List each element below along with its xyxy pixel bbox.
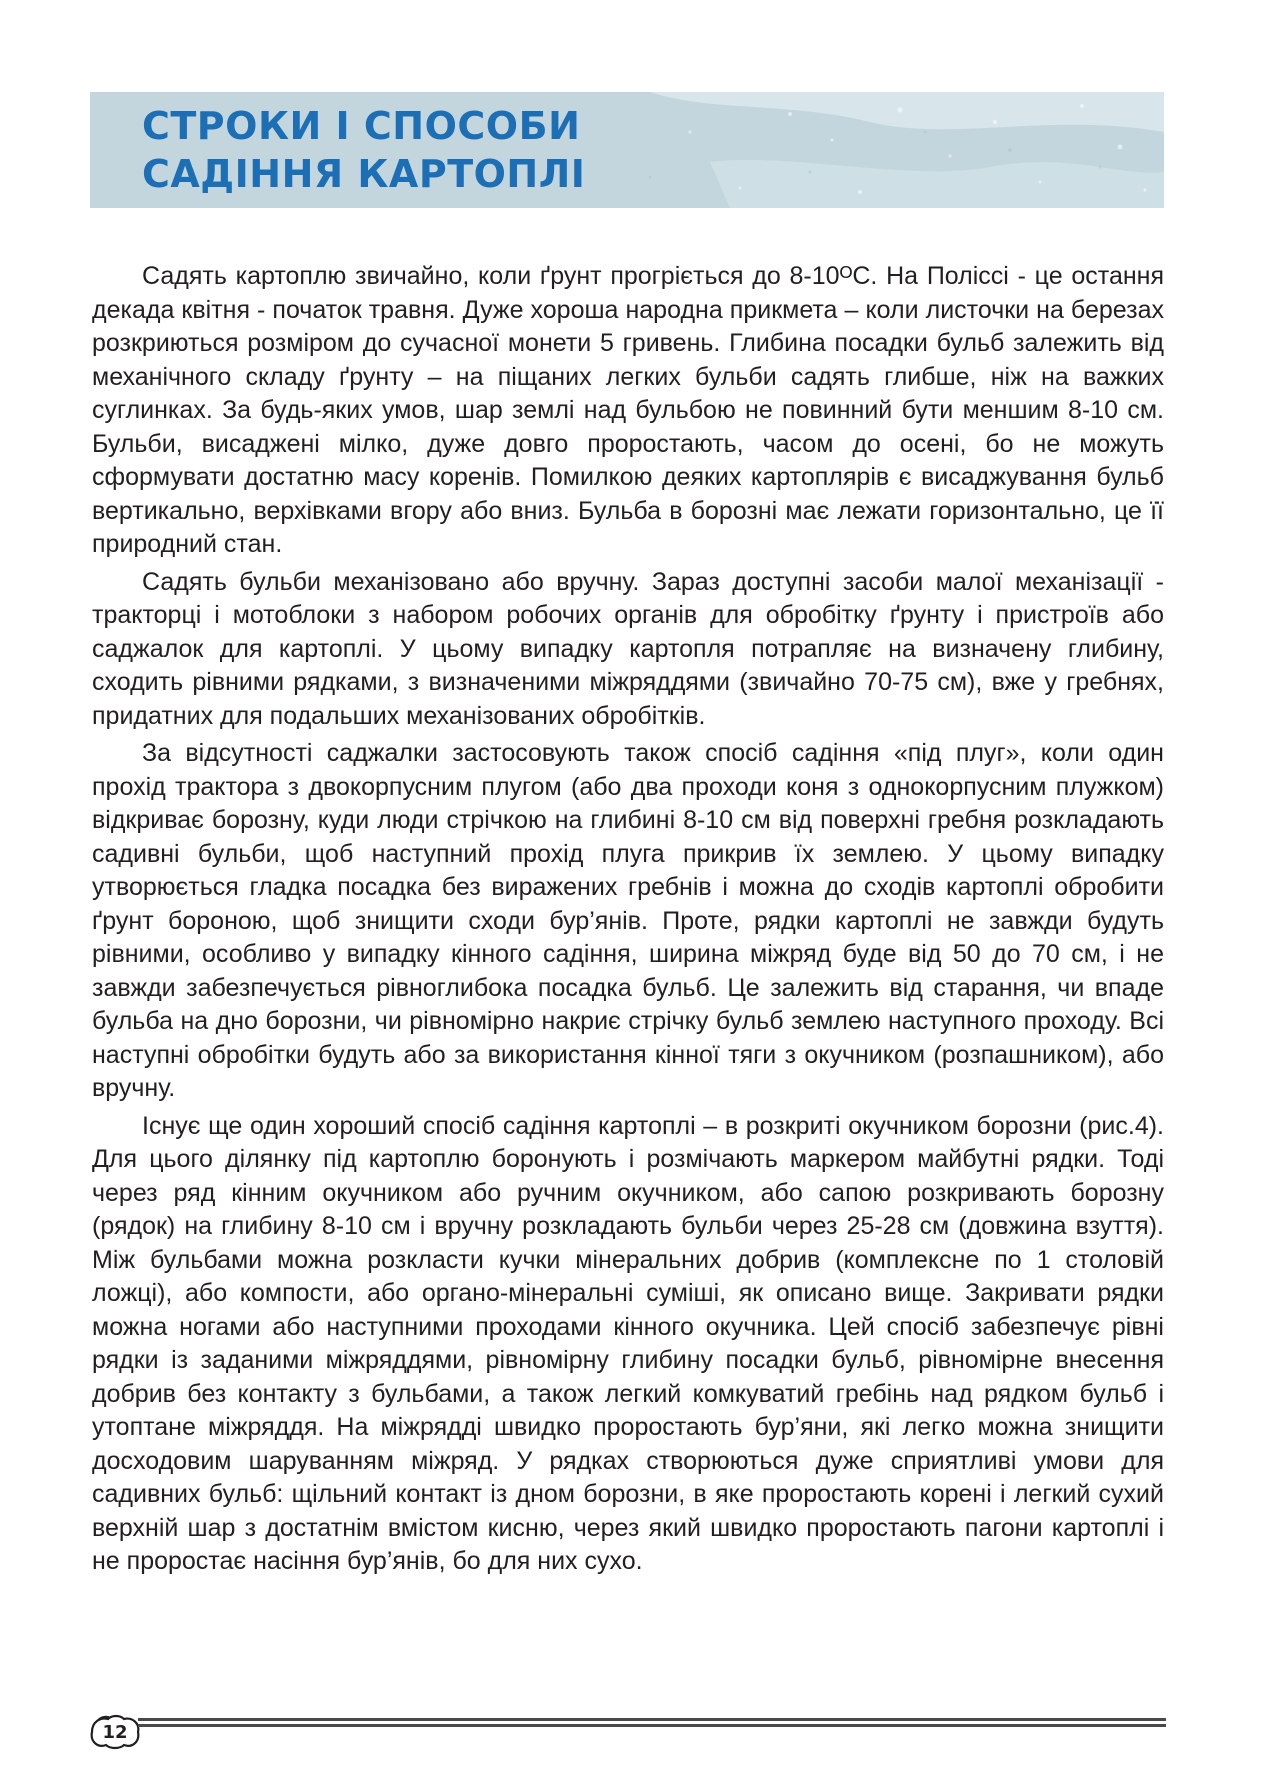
page-title-line-1: СТРОКИ І СПОСОБИ	[142, 104, 581, 148]
title-banner	[90, 92, 1164, 208]
page-number: 12	[102, 1722, 128, 1743]
page-title	[142, 102, 585, 198]
paragraph-1: Садять картоплю звичайно, коли ґрунт прогріється до 8-10ᴼС. На Поліссі - це остання декада квітня - початок травня. Дуже хороша народна прикмета – коли листочки на березах розкриються розміром до сучасної монети 5 гривень. Глибина посадки бульб залежить від механічного складу ґрунту – на піщаних легких бульби садять глибше, ніж на важких суглинках. За будь-яких умов, шар землі над бульбою не повинний бути меншим 8-10 см. Бульби, висаджені мілко, дуже довго проростають, часом до осені, бо не можуть сформувати достатню масу коренів. Помилкою деяких картоплярів є висаджування бульб вертикально, верхівками вгору або вниз. Бульба в борозні має лежати горизонтально, це її природний стан.	[92, 262, 1164, 558]
article-body	[92, 260, 1164, 1583]
paragraph-4: Існує ще один хороший спосіб садіння картоплі – в розкриті окучником борозни (рис.4). Для цього ділянку під картоплю боронують і розмічають маркером майбутні рядки. Тоді через ряд кінним окучником або ручним окучником, або сапою розкривають борозну (рядок) на глибину 8-10 см і вручну розкладають бульби через 25-28 см (довжина взуття). Між бульбами можна розкласти кучки мінеральних добрив (комплексне по 1 столовій ложці), або компости, або органо-мінеральні суміші, як описано вище. Закривати рядки можна ногами або наступними проходами кінного окучника. Цей спосіб забезпечує рівні рядки із заданими міжряддями, рівномірну глибину посадки бульб, рівномірне внесення добрив без контакту з бульбами, а також легкий комкуватий гребінь над рядком бульб і утоптане міжряддя. На міжрядді швидко проростають бур’яни, які легко можна знищити досходовим шаруванням міжряд. У рядках створюються дуже сприятливі умови для садивних бульб: щільний контакт із дном борозни, в яке проростають корені і легкий сухий верхній шар з достатнім вмістом кисню, через який швидко проростають пагони картоплі і не проростає насіння бур’янів, бо для них сухо.	[92, 1111, 1164, 1575]
page-footer	[86, 1712, 1166, 1758]
footer-rule	[138, 1718, 1166, 1730]
page-title-line-2: САДІННЯ КАРТОПЛІ	[142, 152, 586, 196]
paragraph-2: Садять бульби механізовано або вручну. Зараз доступні засоби малої механізації - тракторці і мотоблоки з набором робочих органів для обробітку ґрунту і пристроїв або саджалок для картоплі. У цьому випадку картопля потрапляє на визначену глибину, сходить рівними рядками, з визначеними міжряддями (звичайно 70-75 см), вже у гребнях, придатних для подальших механізованих обробітків.	[92, 567, 1164, 730]
paragraph-3: За відсутності саджалки застосовують також спосіб садіння «під плуг», коли один прохід трактора з двокорпусним плугом (або два проходи коня з однокорпусним плужком) відкриває борозну, куди люди стрічкою на глибині 8-10 см від поверхні гребня розкладають садивні бульби, щоб наступний прохід плуга прикрив їх землею. У цьому випадку утворюється гладка посадка без виражених гребнів і можна до сходів картоплі обробити ґрунт бороною, щоб знищити сходи бур’янів. Проте, рядки картоплі не завжди будуть рівними, особливо у випадку кінного садіння, ширина міжряд буде від 50 до 70 см, і не завжди забезпечується рівноглибока посадка бульб. Це залежить від старання, чи впаде бульба на дно борозни, чи рівномірно накриє стрічку бульб землею наступного проходу. Всі наступні обробітки будуть або за використання кінної тяги з окучником (розпашником), або вручну.	[92, 739, 1164, 1102]
